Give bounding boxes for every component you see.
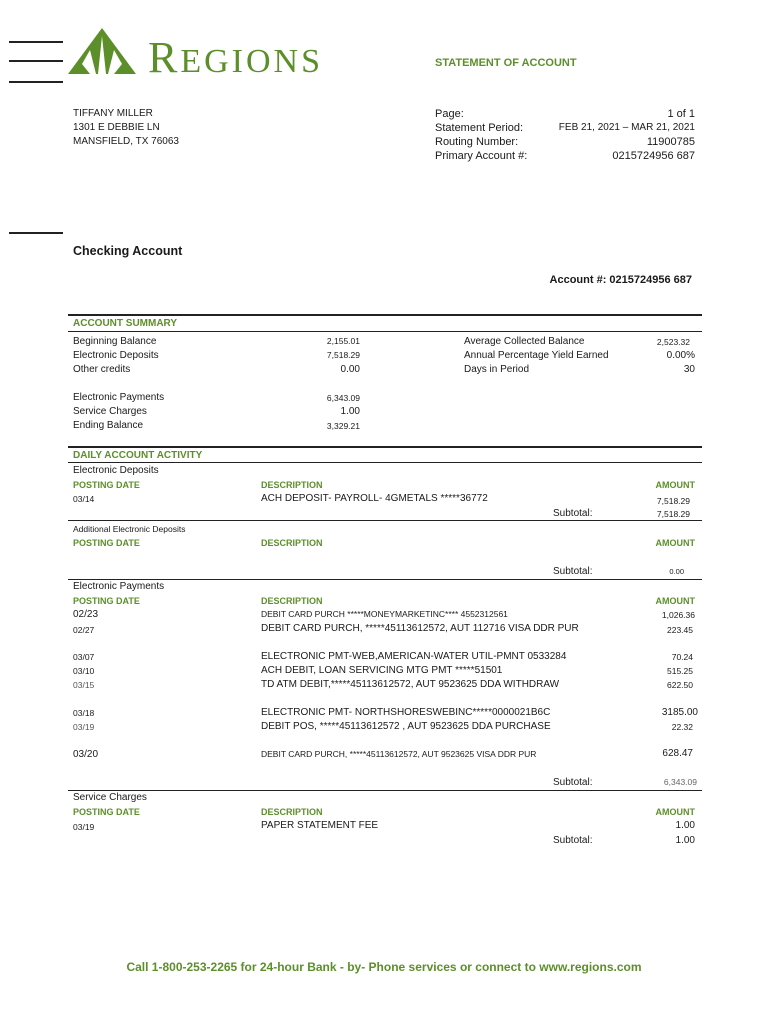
summary-label: Days in Period: [464, 364, 530, 375]
customer-city: MANSFIELD, TX 76063: [73, 136, 179, 147]
posting-date: 02/27: [73, 625, 95, 635]
section-divider: [68, 579, 702, 580]
page-value: 1 of 1: [667, 108, 695, 120]
subsection-title: Electronic Deposits: [73, 465, 159, 476]
checking-account-title: Checking Account: [73, 244, 183, 258]
transaction-description: ACH DEBIT, LOAN SERVICING MTG PMT *****51501: [261, 665, 503, 676]
brand-initial: R: [148, 33, 181, 82]
posting-date-header: POSTING DATE: [73, 596, 140, 606]
subsection-title: Electronic Payments: [73, 581, 165, 592]
subtotal-label: Subtotal:: [553, 835, 593, 846]
amount-header: AMOUNT: [655, 538, 695, 548]
section-divider: [68, 520, 702, 521]
transaction-amount: 515.25: [667, 666, 693, 676]
transaction-amount: 1,026.36: [661, 610, 695, 620]
amount-header: AMOUNT: [655, 596, 695, 606]
amount-header: AMOUNT: [655, 807, 695, 817]
subsection-title: Service Charges: [73, 792, 147, 803]
transaction-amount: 70.24: [671, 652, 693, 662]
summary-value: 0.00%: [666, 350, 695, 361]
daily-activity-heading: DAILY ACCOUNT ACTIVITY: [73, 450, 203, 461]
brand-logo: [148, 33, 324, 84]
posting-date: 03/19: [73, 822, 95, 832]
primary-account-value: 0215724956 687: [612, 150, 695, 162]
primary-account-label: Primary Account #:: [435, 150, 528, 162]
subtotal-value: 0.00: [669, 567, 684, 576]
routing-label: Routing Number:: [435, 136, 519, 148]
section-divider: [68, 331, 702, 332]
summary-value: 6,343.09: [326, 393, 360, 403]
summary-label: Service Charges: [73, 406, 147, 417]
posting-date: 03/20: [73, 749, 99, 760]
description-header: DESCRIPTION: [261, 538, 323, 548]
amount-header: AMOUNT: [655, 480, 695, 490]
posting-date: 03/19: [73, 722, 95, 732]
subsection-title: Additional Electronic Deposits: [73, 524, 186, 534]
transaction-amount: 223.45: [667, 625, 693, 635]
customer-name: TIFFANY MILLER: [73, 108, 153, 119]
routing-value: 11900785: [646, 136, 695, 148]
summary-label: Average Collected Balance: [464, 336, 585, 347]
transaction-description: ELECTRONIC PMT- NORTHSHORESWEBINC*****0000021B6C: [261, 707, 551, 718]
customer-street: 1301 E DEBBIE LN: [73, 122, 160, 133]
posting-date-header: POSTING DATE: [73, 480, 140, 490]
subtotal-value: 1.00: [675, 835, 695, 846]
subtotal-label: Subtotal:: [553, 508, 593, 519]
posting-date: 03/07: [73, 652, 95, 662]
summary-label: Electronic Payments: [73, 392, 165, 403]
description-header: DESCRIPTION: [261, 596, 323, 606]
brand-rest: EGIONS: [180, 43, 324, 80]
page-label: Page:: [435, 108, 464, 120]
margin-rule: [9, 60, 63, 62]
posting-date-header: POSTING DATE: [73, 538, 140, 548]
posting-date-header: POSTING DATE: [73, 807, 140, 817]
transaction-description: ACH DEPOSIT- PAYROLL- 4GMETALS *****36772: [261, 493, 488, 504]
transaction-amount: 622.50: [667, 680, 693, 690]
period-label: Statement Period:: [435, 122, 524, 134]
description-header: DESCRIPTION: [261, 480, 323, 490]
margin-rule: [9, 41, 63, 43]
subtotal-value: 6,343.09: [663, 777, 697, 787]
transaction-amount: 628.47: [662, 748, 693, 759]
summary-value: 0.00: [340, 364, 360, 375]
subtotal-value: 7,518.29: [656, 509, 690, 519]
footer-contact: Call 1-800-253-2265 for 24-hour Bank - by- Phone services or connect to www.regions.com: [126, 960, 642, 974]
section-divider: [68, 790, 702, 791]
description-header: DESCRIPTION: [261, 807, 323, 817]
account-summary-heading: ACCOUNT SUMMARY: [73, 318, 178, 329]
summary-value: 30: [683, 364, 695, 375]
statement-meta: [435, 107, 695, 163]
section-divider: [68, 446, 702, 448]
posting-date: 03/18: [73, 708, 95, 718]
summary-label: Electronic Deposits: [73, 350, 159, 361]
transaction-description: ELECTRONIC PMT-WEB,AMERICAN-WATER UTIL-PMNT 0533284: [261, 651, 567, 662]
transaction-description: PAPER STATEMENT FEE: [261, 820, 379, 831]
section-divider: [68, 314, 702, 316]
summary-label: Beginning Balance: [73, 336, 157, 347]
summary-value: 1.00: [340, 406, 360, 417]
customer-address: [73, 107, 179, 149]
transaction-amount: 7,518.29: [656, 496, 690, 506]
summary-label: Other credits: [73, 364, 131, 375]
transaction-description: DEBIT CARD PURCH *****MONEYMARKETINC**** 4552312561: [261, 609, 508, 619]
period-value: FEB 21, 2021 – MAR 21, 2021: [558, 122, 695, 133]
transaction-description: DEBIT CARD PURCH, *****45113612572, AUT 112716 VISA DDR PUR: [261, 623, 579, 634]
summary-value: 3,329.21: [326, 421, 360, 431]
transaction-description: DEBIT POS, *****45113612572 , AUT 9523625 DDA PURCHASE: [261, 721, 551, 732]
account-number: Account #: 0215724956 687: [549, 274, 692, 286]
summary-value: 2,523.32: [656, 337, 690, 347]
subtotal-label: Subtotal:: [553, 777, 593, 788]
summary-value: 2,155.01: [326, 336, 360, 346]
summary-label: Annual Percentage Yield Earned: [464, 350, 609, 361]
section-divider: [68, 462, 702, 463]
margin-rule: [9, 232, 63, 234]
transaction-amount: 1.00: [675, 820, 695, 831]
transaction-description: DEBIT CARD PURCH, *****45113612572, AUT 9523625 VISA DDR PUR: [261, 749, 537, 759]
triangle-leaf-icon: [68, 28, 136, 76]
posting-date: 03/10: [73, 666, 95, 676]
transaction-amount: 3185.00: [661, 707, 698, 718]
subtotal-label: Subtotal:: [553, 566, 593, 577]
transaction-description: TD ATM DEBIT,*****45113612572, AUT 9523625 DDA WITHDRAW: [261, 679, 560, 690]
summary-value: 7,518.29: [326, 350, 360, 360]
posting-date: 03/14: [73, 494, 95, 504]
transaction-amount: 22.32: [671, 722, 693, 732]
statement-title: STATEMENT OF ACCOUNT: [435, 57, 577, 69]
margin-rule: [9, 81, 63, 83]
summary-label: Ending Balance: [73, 420, 144, 431]
posting-date: 03/15: [73, 680, 95, 690]
posting-date: 02/23: [73, 609, 99, 620]
